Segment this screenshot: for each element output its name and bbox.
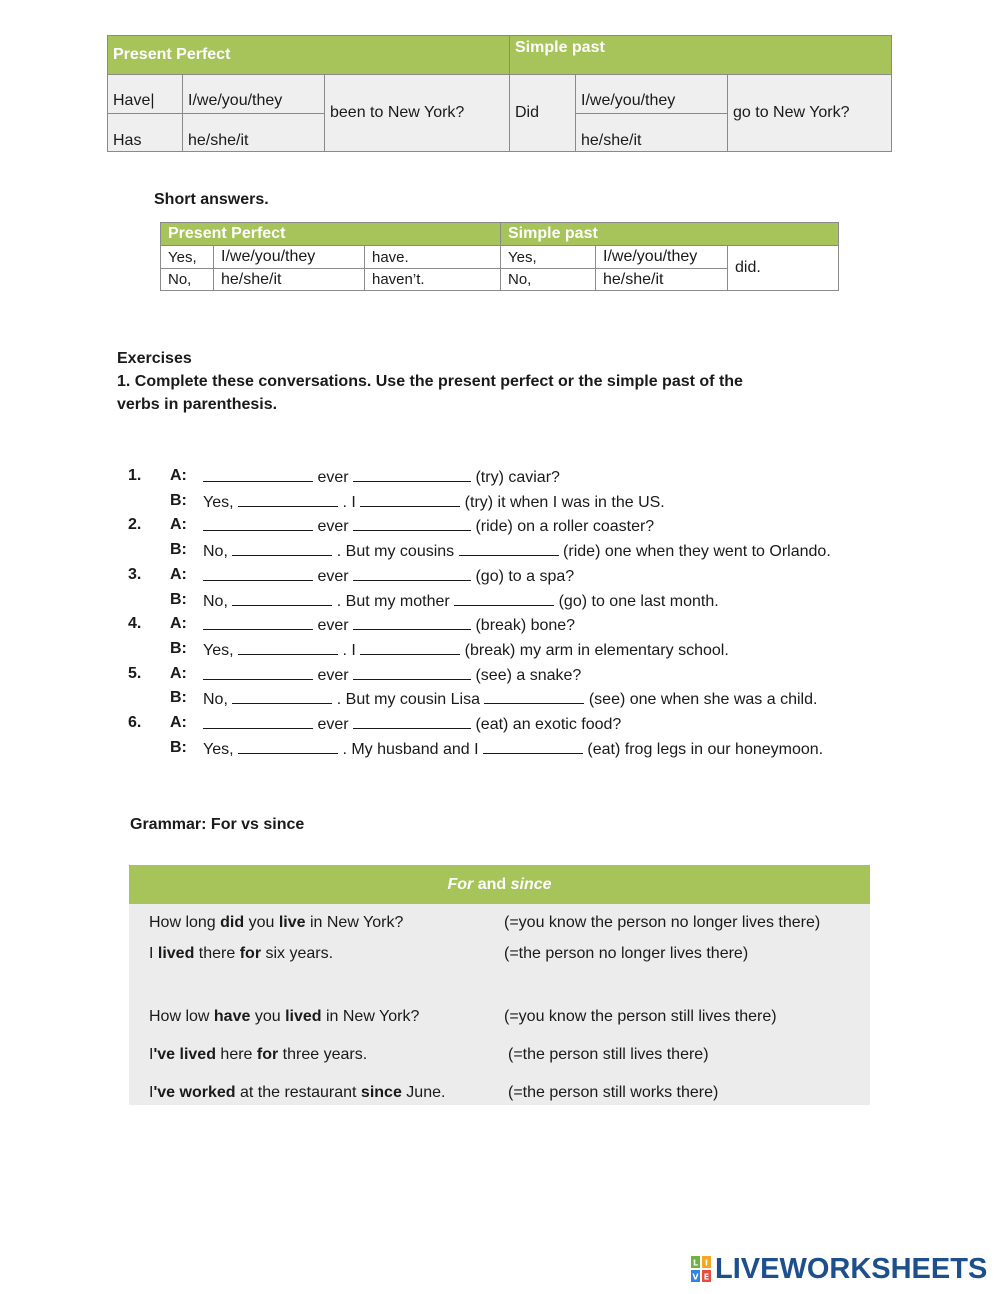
answer-blank[interactable]: [459, 541, 559, 556]
exercise-text: (ride) on a roller coaster?: [471, 518, 655, 536]
exercise-b-text: [203, 541, 831, 561]
cell-been-to-new-york: been to New York?: [325, 75, 510, 152]
exercise-number: 4.: [128, 615, 142, 633]
header-since: since: [510, 876, 552, 893]
answer-blank[interactable]: [353, 665, 471, 680]
exercise-text: ever: [313, 617, 354, 635]
logo-badge-icon: [690, 1255, 712, 1283]
header-simple-past: Simple past: [510, 36, 892, 75]
example-bold: 've worked: [153, 1084, 236, 1101]
exercise-a-text: [203, 566, 574, 586]
example-text: three years.: [278, 1046, 368, 1063]
grammar-table-present-perfect-vs-simple-past: [107, 35, 892, 152]
example-text: I: [149, 1046, 154, 1063]
answer-blank[interactable]: [353, 566, 471, 581]
answer-blank[interactable]: [454, 591, 554, 606]
exercise-text: No,: [203, 691, 233, 709]
speaker-a: A:: [170, 714, 187, 731]
exercise-text: No,: [203, 543, 233, 561]
exercise-text: . But my mother: [332, 592, 455, 610]
short-answers-table: [160, 222, 839, 291]
sa-singular-pronouns-past: he/she/it: [596, 269, 728, 291]
exercise-b-text: [203, 591, 719, 611]
sa-have: have.: [365, 246, 501, 269]
sa-plural-pronouns: I/we/you/they: [214, 246, 365, 269]
exercise-number: 5.: [128, 664, 142, 682]
example-bold: for: [239, 945, 262, 962]
sa-no-past: No,: [501, 269, 596, 291]
sa-singular-pronouns: he/she/it: [214, 269, 365, 291]
example-text: June.: [401, 1084, 446, 1101]
example-1-note: (=you know the person no longer lives there): [504, 914, 821, 931]
speaker-a: A:: [170, 615, 187, 633]
cell-plural-pronouns-past: I/we/you/they: [576, 75, 728, 114]
exercise-text: ever: [313, 567, 354, 585]
example-5-note: (=the person still works there): [508, 1084, 719, 1101]
exercise-text: (go) to one last month.: [554, 592, 719, 610]
sa-yes: Yes,: [161, 246, 214, 269]
example-text: there: [194, 945, 240, 962]
answer-blank[interactable]: [483, 739, 583, 754]
example-bold: since: [360, 1084, 402, 1101]
cell-did: Did: [510, 75, 576, 152]
for-since-header: [129, 865, 870, 904]
exercise-number: 1.: [128, 467, 142, 484]
exercise-text: Yes,: [203, 641, 238, 659]
cell-go-to-new-york: go to New York?: [728, 75, 892, 152]
exercise-text: (go) to a spa?: [471, 567, 575, 585]
example-bold: lived: [157, 945, 195, 962]
example-2: [149, 945, 333, 963]
exercise-b-text: [203, 492, 665, 512]
example-text: in New York?: [321, 1008, 420, 1025]
example-text: How low: [149, 1008, 214, 1025]
example-text: you: [250, 1008, 286, 1025]
exercise-a-text: [203, 615, 575, 635]
exercise-text: . I: [338, 641, 361, 659]
exercise-text: . But my cousin Lisa: [332, 691, 485, 709]
exercise-text: (eat) an exotic food?: [471, 716, 622, 733]
sa-header-present-perfect: Present Perfect: [161, 223, 501, 246]
answer-blank[interactable]: [353, 615, 471, 630]
cell-plural-pronouns: I/we/you/they: [183, 75, 325, 114]
for-since-box: [129, 865, 870, 1105]
answer-blank[interactable]: [203, 566, 313, 581]
example-bold: have: [213, 1008, 251, 1025]
answer-blank[interactable]: [353, 516, 471, 531]
header-present-perfect: Present Perfect: [108, 36, 510, 75]
exercise-a-text: [203, 714, 621, 734]
answer-blank[interactable]: [203, 714, 313, 729]
exercise-number: 3.: [128, 565, 142, 583]
example-2-note: (=the person no longer lives there): [504, 945, 749, 962]
short-answers-title: Short answers.: [154, 191, 269, 208]
exercise-text: . I: [338, 493, 361, 511]
exercise-a-text: [203, 665, 581, 685]
exercise-text: Yes,: [203, 493, 238, 511]
logo-text: LIVEWORKSHEETS: [715, 1252, 988, 1285]
example-5: [149, 1084, 445, 1102]
example-4-note: (=the person still lives there): [508, 1046, 709, 1063]
answer-blank[interactable]: [353, 467, 471, 482]
answer-blank[interactable]: [484, 689, 584, 704]
sa-havent: haven’t.: [365, 269, 501, 291]
sa-did: did.: [728, 246, 839, 291]
example-4: [149, 1046, 367, 1064]
exercise-text: (break) bone?: [471, 617, 576, 635]
badge-letter: E: [703, 1272, 710, 1282]
answer-blank[interactable]: [238, 640, 338, 655]
exercise-text: (try) caviar?: [471, 469, 560, 486]
example-bold: live: [278, 914, 306, 931]
sa-plural-pronouns-past: I/we/you/they: [596, 246, 728, 269]
exercise-b-text: [203, 640, 729, 660]
example-text: I: [149, 1084, 154, 1101]
cell-singular-pronouns: he/she/it: [183, 114, 325, 152]
speaker-a: A:: [170, 565, 187, 583]
grammar-title: Grammar: For vs since: [130, 816, 305, 833]
exercise-b-text: [203, 689, 817, 709]
exercise-text: . My husband and I: [338, 740, 483, 758]
cell-have: Have|: [108, 75, 183, 114]
speaker-a: A:: [170, 664, 187, 682]
example-bold: lived: [285, 1008, 322, 1025]
exercise-text: . But my cousins: [332, 543, 459, 561]
speaker-a: A:: [170, 467, 187, 484]
example-bold: 've lived: [153, 1046, 216, 1063]
exercise-text: (ride) one when they went to Orlando.: [558, 543, 831, 561]
sa-no: No,: [161, 269, 214, 291]
exercise-text: ever: [313, 518, 354, 536]
exercise-text: (try) it when I was in the US.: [460, 493, 665, 511]
badge-letter: V: [692, 1272, 699, 1282]
exercise-instruction-line1: 1. Complete these conversations. Use the present perfect or the simple past of the: [117, 373, 743, 390]
answer-blank[interactable]: [203, 615, 313, 630]
badge-letter: L: [692, 1258, 699, 1268]
answer-blank[interactable]: [203, 665, 313, 680]
exercise-number: 6.: [128, 714, 142, 731]
exercise-b-text: [203, 739, 823, 759]
exercise-text: ever: [313, 666, 354, 684]
exercise-text: Yes,: [203, 740, 238, 758]
answer-blank[interactable]: [203, 467, 313, 482]
badge-letter: I: [705, 1258, 708, 1268]
example-text: you: [244, 914, 279, 931]
speaker-b: B:: [170, 491, 187, 509]
exercise-number: 2.: [128, 516, 142, 534]
header-and: and: [473, 876, 511, 893]
example-text: at the restaurant: [235, 1084, 361, 1101]
example-text: How long: [149, 914, 221, 931]
speaker-b: B:: [170, 689, 187, 707]
speaker-b: B:: [170, 541, 187, 559]
example-3-note: (=you know the person still lives there): [504, 1008, 777, 1025]
exercises-title: Exercises: [117, 350, 192, 367]
exercise-a-text: [203, 516, 654, 536]
exercise-text: ever: [313, 469, 354, 486]
answer-blank[interactable]: [238, 492, 338, 507]
answer-blank[interactable]: [232, 541, 332, 556]
answer-blank[interactable]: [203, 516, 313, 531]
exercise-text: No,: [203, 592, 233, 610]
example-text: I: [149, 945, 158, 962]
example-1: [149, 914, 403, 932]
cell-has: Has: [108, 114, 183, 152]
exercise-text: (eat) frog legs in our honeymoon.: [582, 740, 824, 758]
example-3: [149, 1008, 419, 1026]
speaker-b: B:: [170, 590, 187, 608]
speaker-b: B:: [170, 639, 187, 657]
speaker-a: A:: [170, 516, 187, 534]
answer-blank[interactable]: [360, 492, 460, 507]
exercise-text: ever: [313, 716, 354, 733]
header-for: For: [447, 876, 474, 893]
example-text: here: [215, 1046, 257, 1063]
answer-blank[interactable]: [232, 591, 332, 606]
exercise-text: (see) one when she was a child.: [584, 691, 818, 709]
answer-blank[interactable]: [238, 739, 338, 754]
example-bold: did: [220, 914, 245, 931]
sa-header-simple-past: Simple past: [501, 223, 839, 246]
speaker-b: B:: [170, 738, 187, 756]
exercise-text: (see) a snake?: [471, 666, 582, 684]
liveworksheets-logo: [690, 1252, 987, 1286]
example-text: six years.: [261, 945, 334, 962]
exercise-text: (break) my arm in elementary school.: [460, 641, 729, 659]
exercise-a-text: [203, 467, 560, 487]
example-bold: for: [256, 1046, 279, 1063]
cell-singular-pronouns-past: he/she/it: [576, 114, 728, 152]
sa-yes-past: Yes,: [501, 246, 596, 269]
example-text: in New York?: [305, 914, 404, 931]
answer-blank[interactable]: [353, 714, 471, 729]
exercise-instruction-line2: verbs in parenthesis.: [117, 396, 278, 413]
answer-blank[interactable]: [232, 689, 332, 704]
answer-blank[interactable]: [360, 640, 460, 655]
